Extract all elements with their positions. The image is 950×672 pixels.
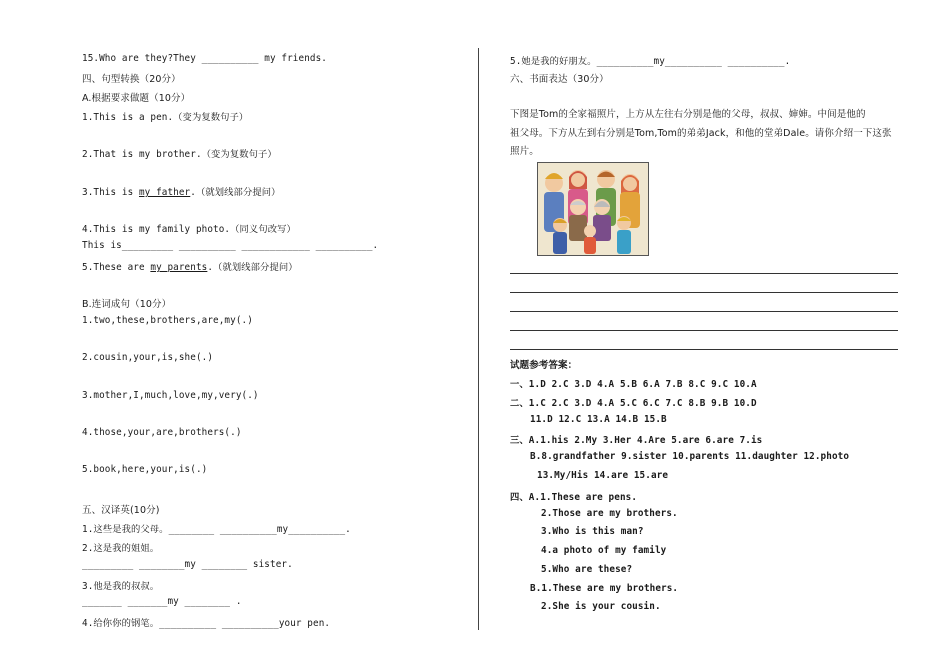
question-15: 15.Who are they?They __________ my friends. xyxy=(82,53,327,64)
answers-section-4a5: 5.Who are these? xyxy=(541,564,633,575)
transform-3 xyxy=(82,184,281,198)
translate-2-blank: _________ ________my ________ sister. xyxy=(82,559,293,570)
writing-line-1 xyxy=(510,273,898,274)
part-b-title: B.连词成句（10分） xyxy=(82,299,172,310)
transform-4-blank: This is_________ __________ ____________ __________. xyxy=(82,240,379,251)
transform-5-prefix: 5.These are xyxy=(82,262,151,273)
essay-prompt-line-3: 照片。 xyxy=(510,146,539,157)
part-a-title: A.根据要求做题（10分） xyxy=(82,93,191,104)
translate-2: 2.这是我的姐姐。 xyxy=(82,543,160,554)
writing-line-4 xyxy=(510,330,898,331)
sentence-1: 1.two,these,brothers,are,my(.) xyxy=(82,315,253,326)
sentence-5: 5.book,here,your,is(.) xyxy=(82,464,208,475)
answers-section-4a4: 4.a photo of my family xyxy=(541,545,667,556)
sentence-4: 4.those,your,are,brothers(.) xyxy=(82,427,242,438)
writing-line-3 xyxy=(510,311,898,312)
sentence-3: 3.mother,I,much,love,my,very(.) xyxy=(82,390,259,401)
essay-prompt-line-1: 下图是Tom的全家福照片，上方从左往右分别是他的父母，叔叔、婶婶。中间是他的 xyxy=(510,109,866,120)
answers-section-1: 一、1.D 2.C 3.D 4.A 5.B 6.A 7.B 8.C 9.C 10.A xyxy=(510,379,757,390)
transform-5-underlined: my parents xyxy=(150,262,208,273)
answers-section-3a: 三、A.1.his 2.My 3.Her 4.Are 5.are 6.are 7.is xyxy=(510,435,763,446)
answers-section-4a1: 四、A.1.These are pens. xyxy=(510,492,638,503)
translate-4: 4.给你你的钢笔。__________ __________your pen. xyxy=(82,618,331,629)
answers-title: 试题参考答案： xyxy=(510,360,578,371)
translate-3-blank: _______ _______my ________ . xyxy=(82,596,242,607)
answers-section-4a2: 2.Those are my brothers. xyxy=(541,508,678,519)
transform-5 xyxy=(82,259,298,273)
sentence-2: 2.cousin,your,is,she(.) xyxy=(82,352,214,363)
translate-3: 3.他是我的叔叔。 xyxy=(82,581,160,592)
answers-section-4b2: 2.She is your cousin. xyxy=(541,601,661,612)
essay-prompt-line-2: 祖父母。下方从左到右分别是Tom,Tom的弟弟Jack，和他的堂弟Dale。请你介绍一下这张 xyxy=(510,128,892,139)
answers-section-4a3: 3.Who is this man? xyxy=(541,526,644,537)
translate-1: 1.这些是我的父母。________ __________my__________. xyxy=(82,524,351,535)
section-6-title: 六、书面表达（30分） xyxy=(510,74,609,85)
transform-3-prefix: 3.This is xyxy=(82,187,139,198)
answers-section-2a: 二、1.C 2.C 3.D 4.A 5.C 6.C 7.C 8.B 9.B 10.D xyxy=(510,398,757,409)
translate-5: 5.她是我的好朋友。__________my__________ __________. xyxy=(510,56,791,67)
answers-section-3c: 13.My/His 14.are 15.are xyxy=(537,470,669,481)
answers-section-2b: 11.D 12.C 13.A 14.B 15.B xyxy=(530,414,667,425)
transform-4: 4.This is my family photo.（同义句改写） xyxy=(82,224,296,235)
answers-section-4b1: B.1.These are my brothers. xyxy=(530,583,679,594)
transform-5-suffix: .（就划线部分提问） xyxy=(207,262,298,273)
writing-line-5 xyxy=(510,349,898,350)
column-divider xyxy=(478,48,479,630)
section-5-title: 五、汉译英(10分) xyxy=(82,505,160,516)
transform-3-suffix: .（就划线部分提问） xyxy=(190,187,281,198)
family-photo xyxy=(537,162,649,256)
transform-3-underlined: my father xyxy=(138,187,191,198)
transform-2: 2.That is my brother.（变为复数句子） xyxy=(82,149,277,160)
section-4-title: 四、句型转换（20分） xyxy=(82,74,181,85)
transform-1: 1.This is a pen.（变为复数句子） xyxy=(82,112,249,123)
answers-section-3b: B.8.grandfather 9.sister 10.parents 11.daughter 12.photo xyxy=(530,451,850,462)
writing-line-2 xyxy=(510,292,898,293)
